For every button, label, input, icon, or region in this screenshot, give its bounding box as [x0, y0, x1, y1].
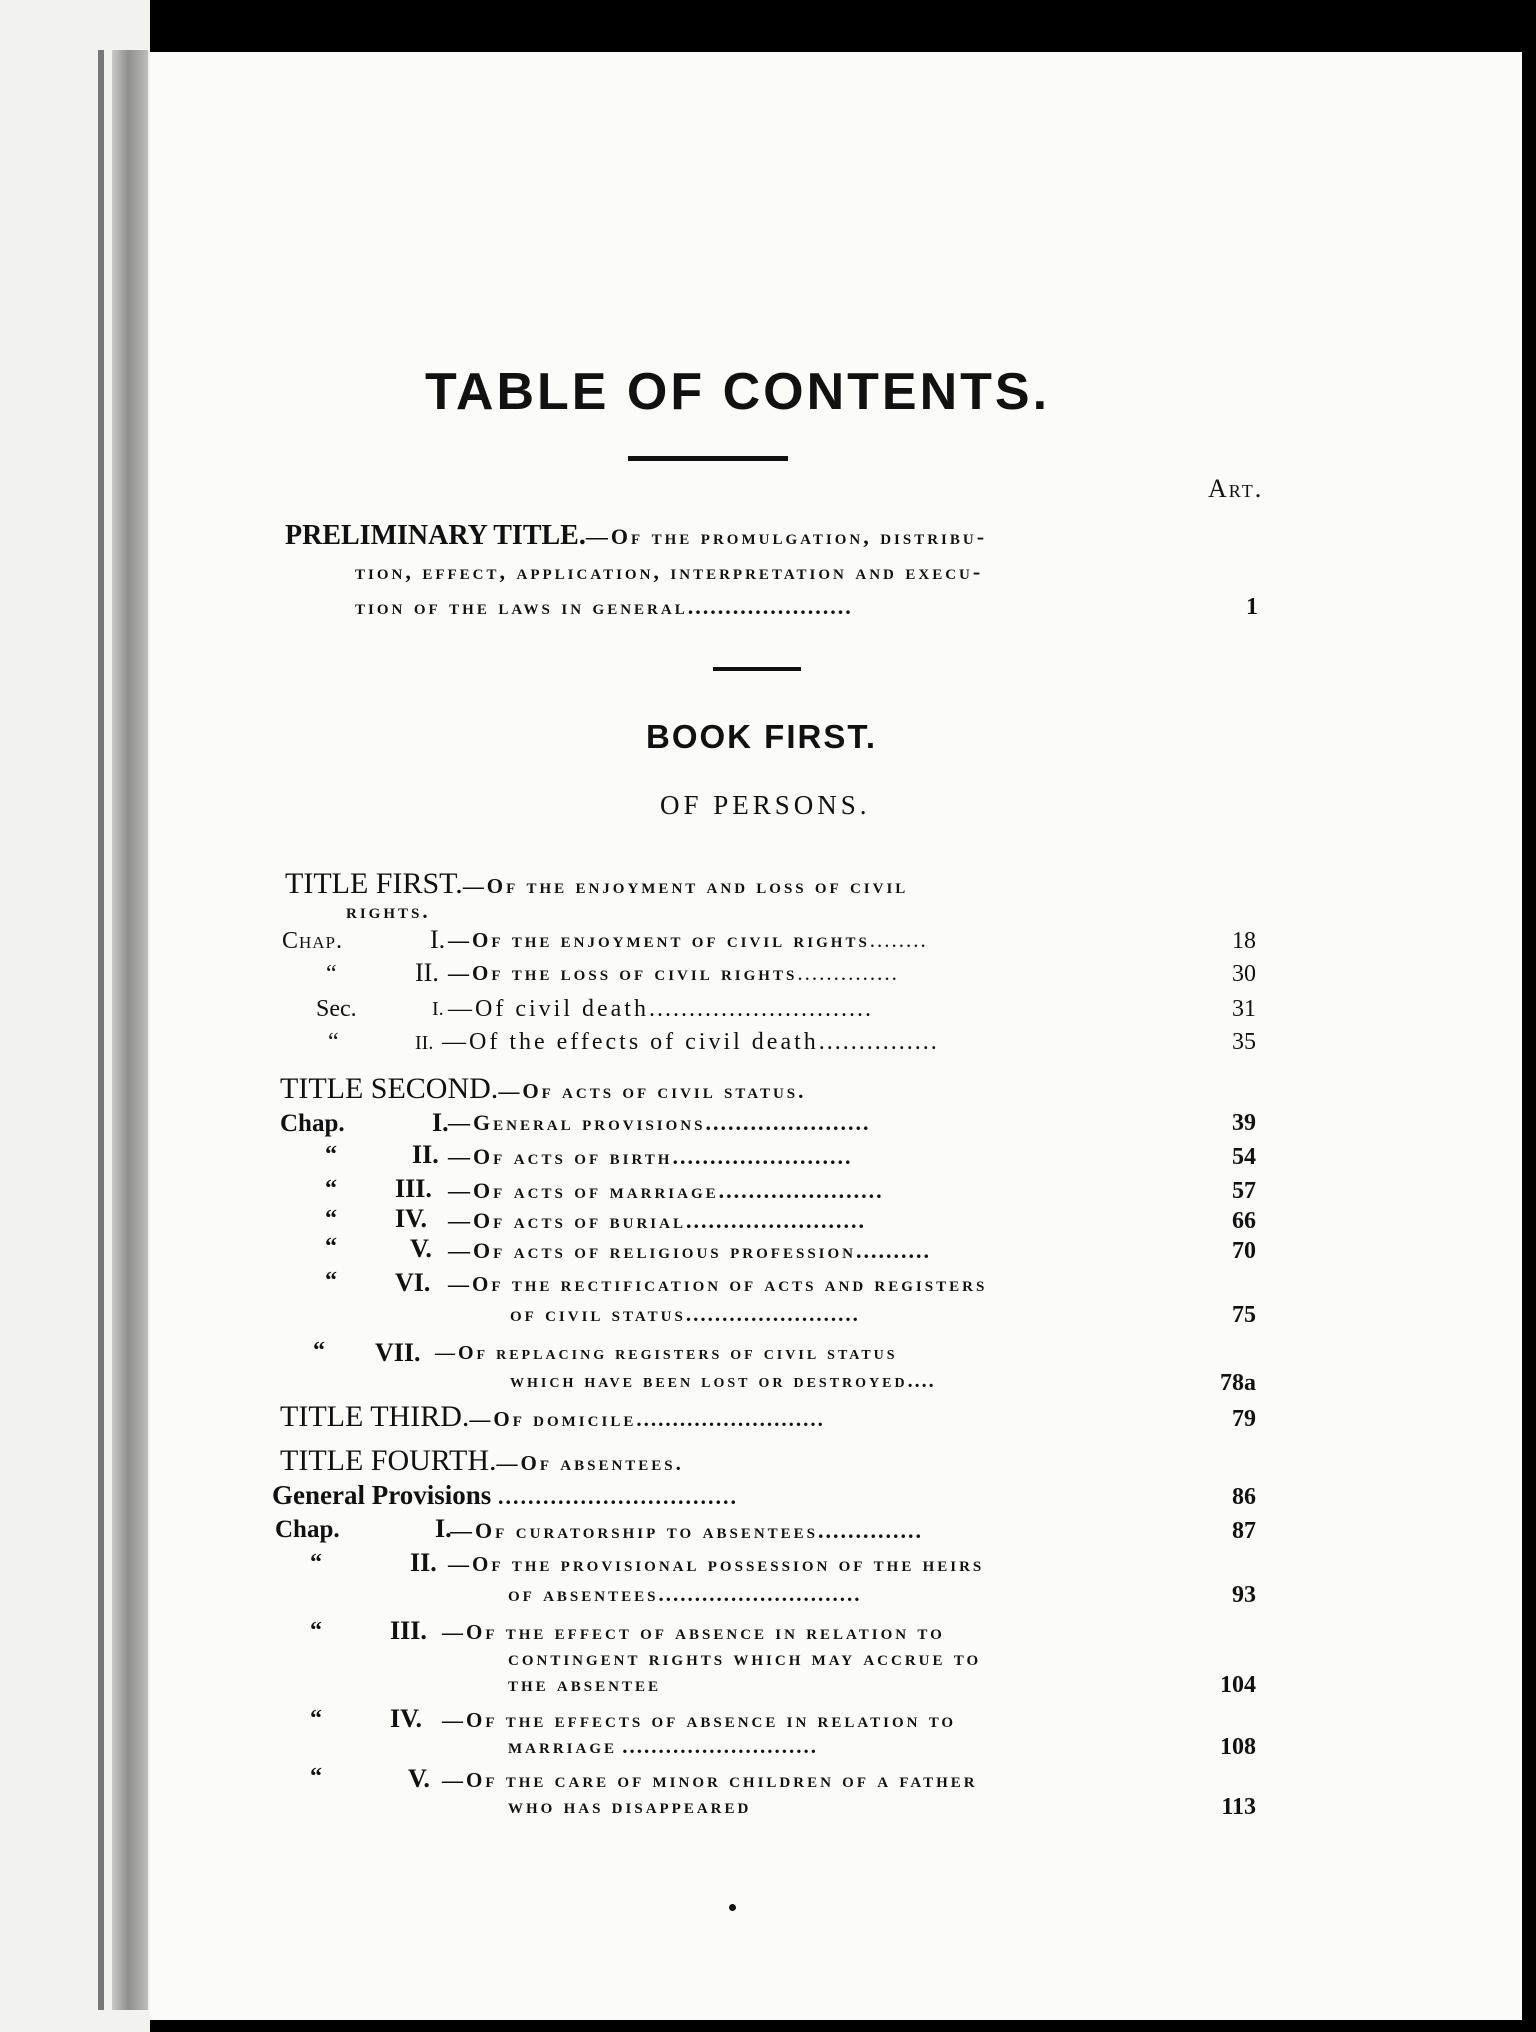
title-first-line1: —Of the enjoyment and loss of civil	[462, 874, 909, 898]
row-number: II.	[412, 1140, 439, 1169]
row-text: —Of acts of burial	[448, 1208, 686, 1233]
row-number: III.	[390, 1616, 427, 1645]
title-fourth-text: —Of absentees.	[496, 1451, 684, 1475]
row-prefix: “	[310, 1706, 322, 1732]
row-text: —Of civil death	[448, 996, 649, 1022]
leader-dots: ...........................	[622, 1734, 818, 1758]
row-art: 39	[1232, 1110, 1256, 1136]
row-art: 35	[1232, 1029, 1256, 1055]
row-art: 57	[1232, 1178, 1256, 1204]
row-art: 78a	[1220, 1370, 1256, 1396]
row-art: 104	[1220, 1672, 1256, 1698]
general-provisions-label: General Provisions	[272, 1480, 492, 1510]
row-prefix: Chap.	[282, 928, 344, 954]
row-text: —Of the effect of absence in relation to	[442, 1620, 945, 1644]
preliminary-art: 1	[1246, 594, 1258, 620]
title-third-label: TITLE THIRD.	[280, 1400, 470, 1433]
leader-dots: ........	[869, 928, 928, 952]
page-speck	[729, 1904, 736, 1911]
title-fourth-label: TITLE FOURTH.	[280, 1444, 497, 1477]
row-number: V.	[410, 1234, 432, 1263]
row-prefix: “	[325, 1176, 337, 1202]
row-art: 86	[1232, 1484, 1256, 1510]
row-prefix: “	[313, 1338, 325, 1364]
page-edge-shadow	[98, 50, 104, 2010]
row-art: 54	[1232, 1144, 1256, 1170]
leader-dots: ..........	[856, 1238, 931, 1263]
row-text: —Of the care of minor children of a father	[442, 1768, 978, 1792]
row-prefix: Sec.	[316, 996, 357, 1022]
title-third-text: —Of domicile	[469, 1407, 637, 1431]
row-prefix: “	[325, 1234, 337, 1260]
row-text: —Of replacing registers of civil status	[435, 1342, 898, 1364]
leader-dots: ..............	[818, 1518, 924, 1543]
row-number: VI.	[395, 1268, 431, 1297]
row-prefix: “	[310, 1618, 322, 1644]
leader-dots: ................................	[498, 1484, 738, 1509]
page-title: TABLE OF CONTENTS.	[425, 363, 1051, 421]
row-art: 113	[1221, 1794, 1256, 1820]
row-text-line2: contingent rights which may accrue to	[508, 1646, 982, 1670]
row-art: 66	[1232, 1208, 1256, 1234]
leader-dots: ...............	[818, 1029, 939, 1055]
row-number: II.	[410, 1548, 437, 1577]
row-text-line2: who has disappeared	[508, 1794, 752, 1818]
title-first-line2: rights.	[346, 899, 431, 923]
leader-dots: ....	[907, 1370, 936, 1392]
row-text: —Of the effects of civil death	[442, 1029, 819, 1055]
row-prefix: “	[328, 1029, 339, 1055]
leader-dots: ........................	[685, 1208, 866, 1233]
row-prefix: “	[326, 961, 337, 987]
row-number: I.	[435, 1514, 452, 1543]
document-page	[150, 52, 1522, 2020]
preliminary-line1: —Of the promulgation, distribu-	[585, 524, 988, 549]
row-number: V.	[408, 1764, 430, 1793]
row-text: —Of the enjoyment of civil rights	[448, 928, 870, 952]
title-first-label: TITLE FIRST.	[285, 867, 463, 900]
row-art: 108	[1220, 1734, 1256, 1760]
row-prefix: “	[325, 1268, 337, 1294]
section-rule	[713, 667, 801, 671]
leader-dots: ......................	[718, 1178, 884, 1203]
row-art: 31	[1232, 996, 1256, 1022]
row-art: 70	[1232, 1238, 1256, 1264]
row-prefix: “	[325, 1206, 337, 1232]
title-third-art: 79	[1232, 1406, 1256, 1432]
row-art: 30	[1232, 961, 1256, 987]
leader-dots: ............................	[648, 996, 873, 1022]
row-art: 87	[1232, 1518, 1256, 1544]
row-number: IV.	[395, 1204, 428, 1233]
leader-dots: ........................	[672, 1144, 853, 1169]
leader-dots: ......................	[705, 1110, 871, 1135]
leader-dots: ......................	[687, 594, 853, 619]
row-text-line2: of civil status	[510, 1302, 686, 1326]
leader-dots: ..........................	[636, 1407, 825, 1431]
row-number: I.	[432, 998, 444, 1020]
row-text: —Of acts of marriage	[448, 1178, 719, 1203]
row-text: —Of acts of religious profession	[448, 1238, 856, 1263]
row-art: 93	[1232, 1582, 1256, 1608]
preliminary-label: PRELIMINARY TITLE.	[285, 520, 586, 551]
row-art: 18	[1232, 928, 1256, 954]
row-text: —General provisions	[448, 1110, 706, 1135]
row-text: —Of the loss of civil rights	[448, 961, 798, 985]
preliminary-line2: tion, effect, application, interpretation and execu-	[355, 559, 984, 584]
row-art: 75	[1232, 1302, 1256, 1328]
leader-dots: ............................	[658, 1582, 862, 1606]
row-number: IV.	[390, 1704, 423, 1733]
leader-dots: ........................	[685, 1302, 860, 1326]
row-text: —Of curatorship to absentees	[450, 1518, 819, 1543]
row-number: I.	[430, 925, 446, 954]
row-text-line2: of absentees	[508, 1582, 659, 1606]
title-second-text: —Of acts of civil status.	[498, 1079, 807, 1103]
row-number: III.	[395, 1174, 432, 1203]
row-prefix: “	[310, 1764, 322, 1790]
row-number: VII.	[375, 1338, 421, 1367]
row-text-line3: the absentee	[508, 1672, 661, 1696]
title-rule	[628, 456, 788, 461]
preliminary-line3: tion of the laws in general	[355, 594, 688, 619]
row-prefix: “	[310, 1550, 322, 1576]
row-number: I.	[432, 1108, 449, 1137]
title-second-label: TITLE SECOND.	[280, 1072, 499, 1105]
book-title: BOOK FIRST.	[646, 718, 878, 755]
leader-dots: ..............	[797, 961, 899, 985]
scan-left-margin	[0, 0, 150, 2032]
row-number: II.	[415, 958, 439, 987]
art-column-label: Art.	[1208, 474, 1264, 503]
row-text: —Of the rectification of acts and registers	[448, 1272, 988, 1296]
row-prefix: Chap.	[275, 1516, 340, 1543]
book-subtitle: OF PERSONS.	[660, 790, 871, 820]
row-text-line2: marriage	[508, 1734, 617, 1758]
book-gutter-shadow	[112, 50, 148, 2010]
row-text-line2: which have been lost or destroyed	[510, 1370, 908, 1392]
row-number: II.	[415, 1032, 434, 1054]
row-text: —Of the effects of absence in relation to	[442, 1708, 957, 1732]
row-prefix: Chap.	[280, 1110, 345, 1137]
row-text: —Of the provisional possession of the heirs	[448, 1552, 985, 1576]
row-prefix: “	[325, 1142, 337, 1168]
row-text: —Of acts of birth	[448, 1144, 673, 1169]
